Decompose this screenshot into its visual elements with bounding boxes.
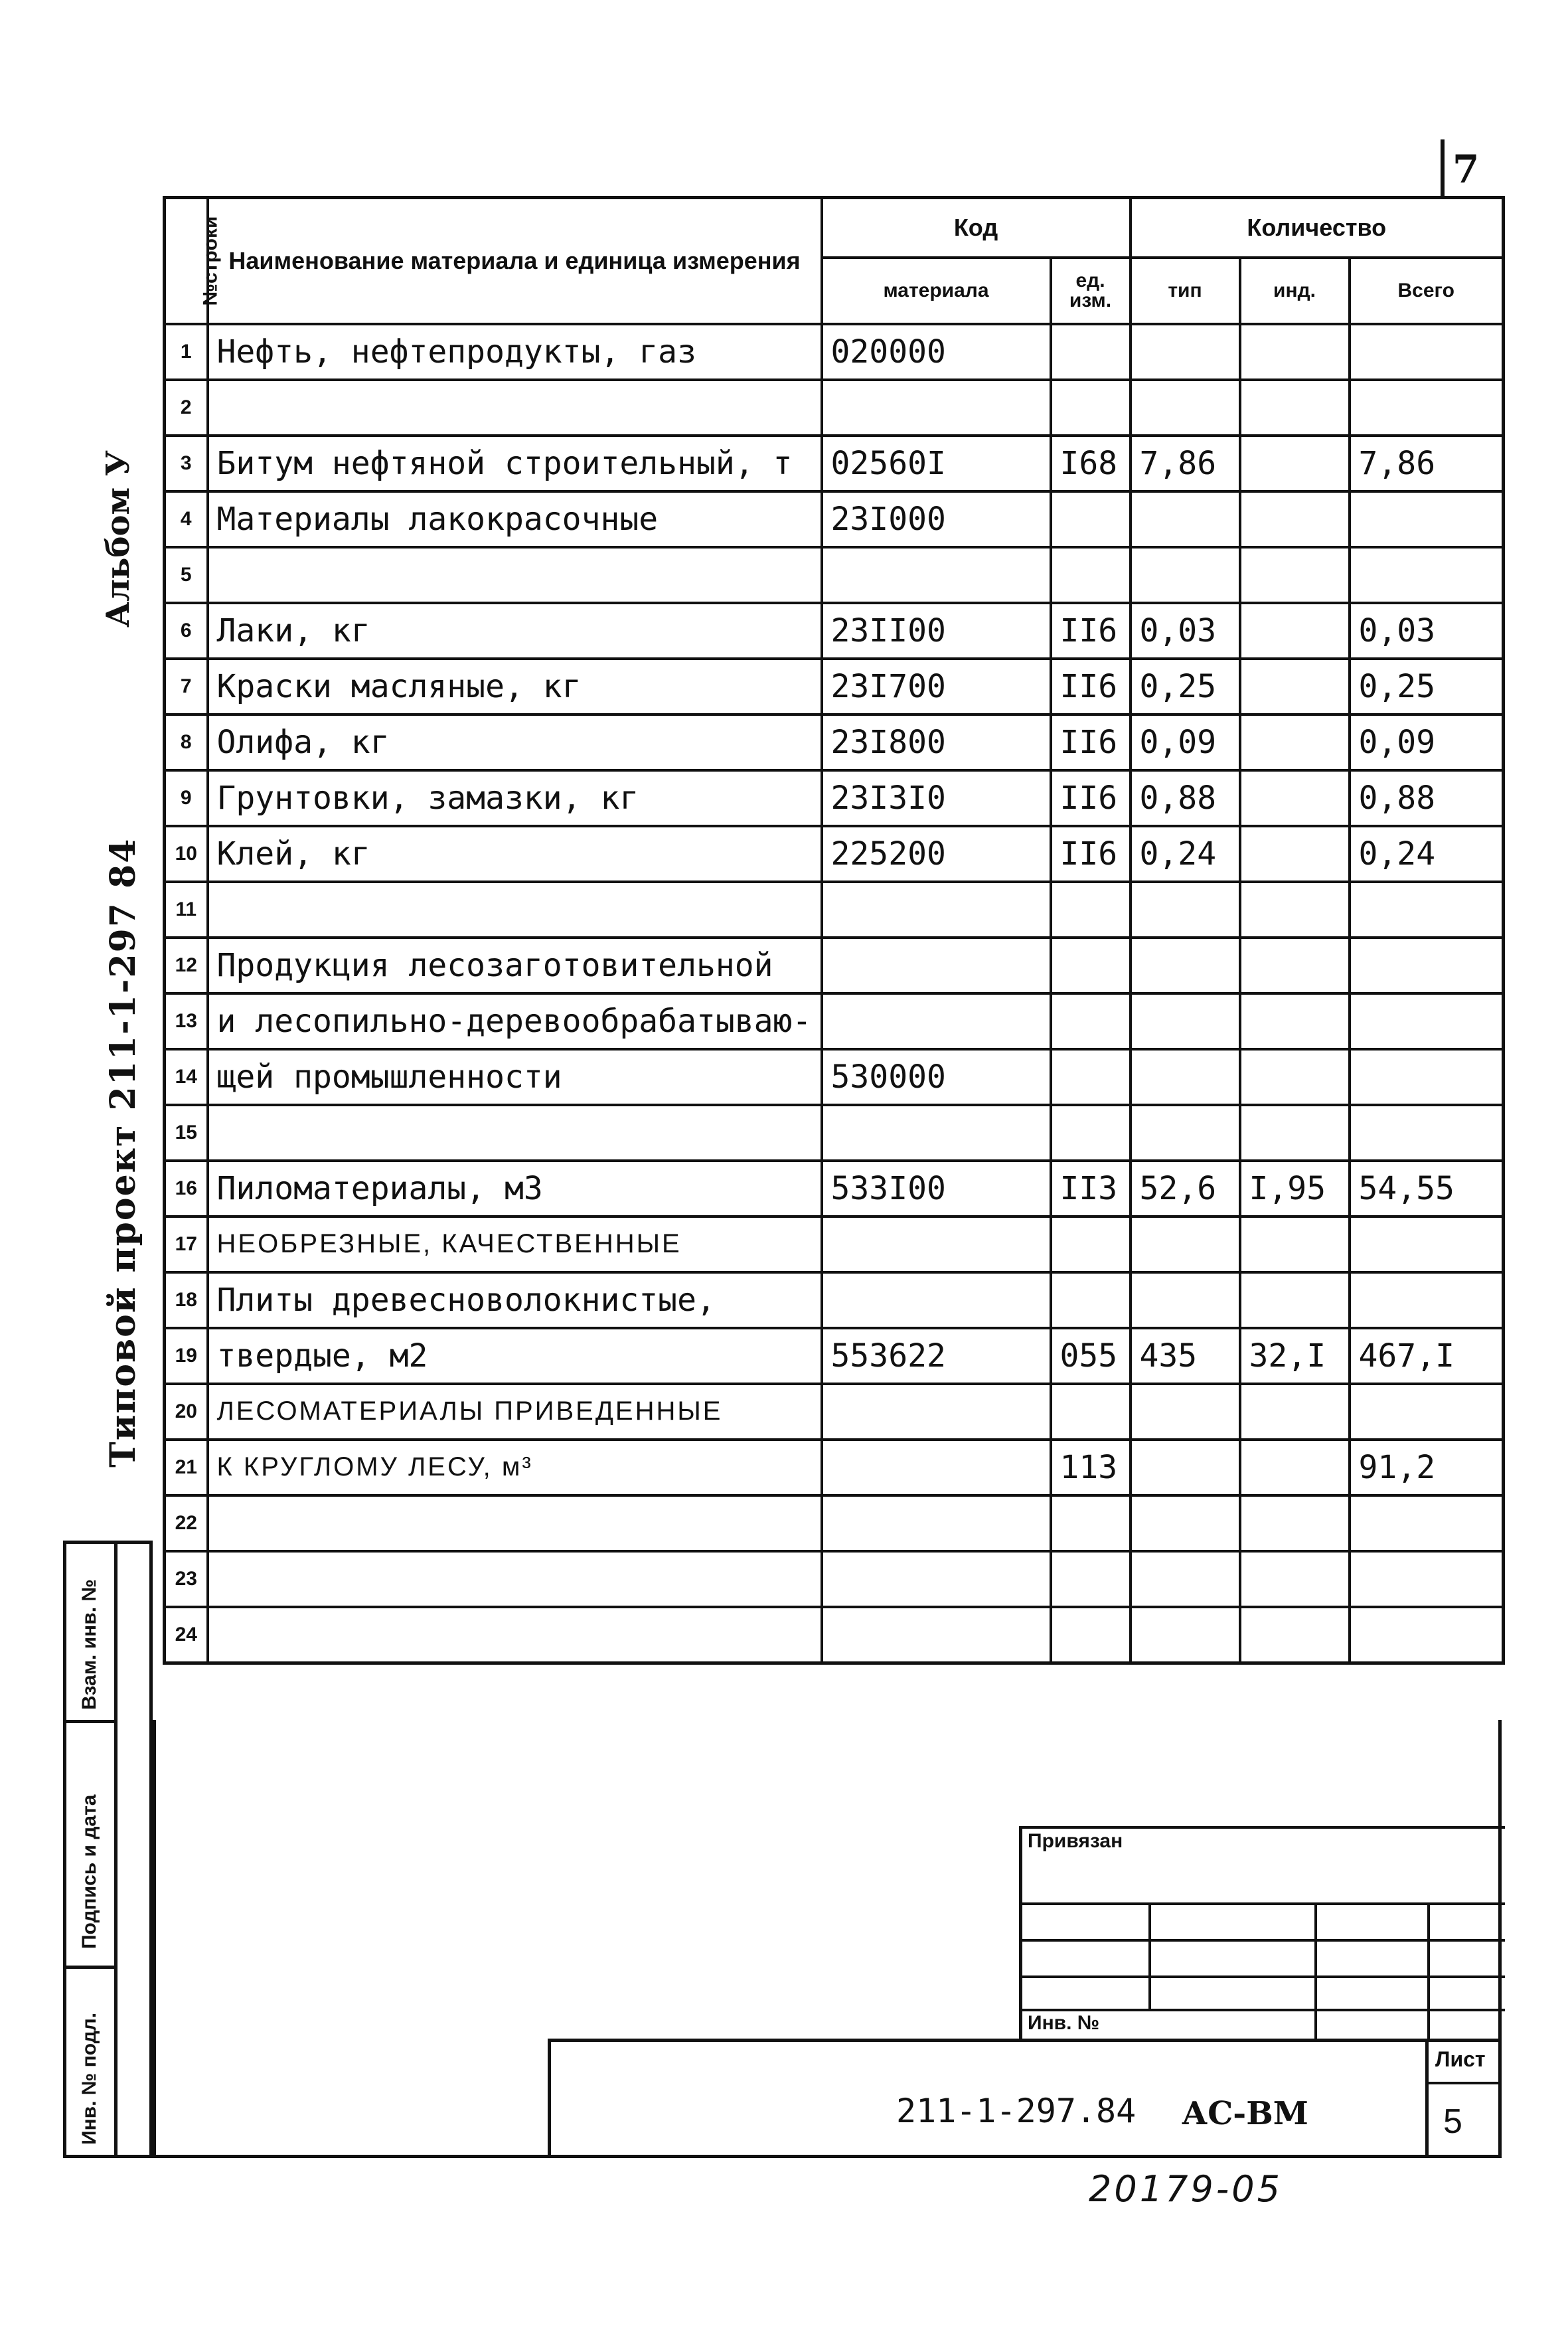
title-block	[548, 2039, 1502, 2158]
unit-code-cell	[1051, 993, 1131, 1049]
table-row	[165, 1607, 1504, 1663]
table-row	[165, 1217, 1504, 1272]
material-name-cell: Краски масляные, кг	[208, 659, 822, 714]
qty-ind-cell: 32,I	[1240, 1328, 1350, 1384]
table-row	[165, 1161, 1504, 1217]
table-row	[165, 993, 1504, 1049]
material-name-cell: щей промышленности	[208, 1049, 822, 1105]
row-number-cell: 17	[165, 1217, 208, 1272]
sheet-label: Лист	[1435, 2047, 1486, 2071]
qty-total-cell	[1350, 938, 1504, 993]
unit-code-cell	[1051, 1272, 1131, 1328]
qty-total-cell: 0,03	[1350, 603, 1504, 659]
left-stamp-strip	[63, 1541, 153, 2158]
sheet-box	[1425, 2042, 1502, 2155]
row-number-cell: 10	[165, 826, 208, 882]
qty-total-cell: 0,09	[1350, 714, 1504, 770]
qty-total-cell: 7,86	[1350, 436, 1504, 491]
qty-type-cell	[1131, 993, 1240, 1049]
material-name-cell: Плиты древесноволокнистые,	[208, 1272, 822, 1328]
row-number-cell: 18	[165, 1272, 208, 1328]
qty-total-cell: 0,88	[1350, 770, 1504, 826]
material-code-cell: 533I00	[822, 1161, 1051, 1217]
material-code-cell: 553622	[822, 1328, 1051, 1384]
unit-code-cell	[1051, 1384, 1131, 1440]
header-name: Наименование материала и единица измерения	[208, 198, 822, 324]
qty-ind-cell	[1240, 882, 1350, 938]
doc-mark: АС-ВМ	[1182, 2095, 1308, 2132]
row-number-cell: 13	[165, 993, 208, 1049]
qty-total-cell	[1350, 1384, 1504, 1440]
qty-type-cell	[1131, 491, 1240, 547]
qty-type-cell	[1131, 1607, 1240, 1663]
qty-ind-cell	[1240, 1440, 1350, 1495]
material-name-cell: и лесопильно-деревообрабатываю-	[208, 993, 822, 1049]
qty-ind-cell	[1240, 770, 1350, 826]
row-number-cell: 5	[165, 547, 208, 603]
qty-type-cell	[1131, 1551, 1240, 1607]
row-number-cell: 11	[165, 882, 208, 938]
table-row	[165, 603, 1504, 659]
qty-type-cell: 0,03	[1131, 603, 1240, 659]
unit-code-cell: 113	[1051, 1440, 1131, 1495]
row-number-cell: 8	[165, 714, 208, 770]
row-number-cell: 15	[165, 1105, 208, 1161]
qty-ind-cell	[1240, 1217, 1350, 1272]
row-number-cell: 22	[165, 1495, 208, 1551]
material-name-cell: Битум нефтяной строительный, т	[208, 436, 822, 491]
qty-type-cell	[1131, 882, 1240, 938]
unit-code-cell	[1051, 1495, 1131, 1551]
qty-type-cell	[1131, 938, 1240, 993]
material-code-cell	[822, 993, 1051, 1049]
material-code-cell: 225200	[822, 826, 1051, 882]
qty-total-cell	[1350, 1495, 1504, 1551]
header-qty-total: Всего	[1350, 258, 1504, 324]
unit-code-cell	[1051, 380, 1131, 436]
qty-total-cell: 54,55	[1350, 1161, 1504, 1217]
material-code-cell	[822, 1495, 1051, 1551]
qty-ind-cell	[1240, 324, 1350, 380]
unit-code-cell	[1051, 1217, 1131, 1272]
qty-type-cell	[1131, 1495, 1240, 1551]
material-code-cell: 23I700	[822, 659, 1051, 714]
material-code-cell: 02560I	[822, 436, 1051, 491]
row-number-cell: 14	[165, 1049, 208, 1105]
qty-type-cell	[1131, 324, 1240, 380]
qty-ind-cell	[1240, 1495, 1350, 1551]
material-code-cell	[822, 1105, 1051, 1161]
qty-type-cell	[1131, 1217, 1240, 1272]
row-number-cell: 7	[165, 659, 208, 714]
material-name-cell	[208, 1607, 822, 1663]
qty-total-cell	[1350, 882, 1504, 938]
table-row	[165, 826, 1504, 882]
qty-ind-cell	[1240, 659, 1350, 714]
material-name-cell: Нефть, нефтепродукты, газ	[208, 324, 822, 380]
qty-type-cell: 7,86	[1131, 436, 1240, 491]
table-row	[165, 547, 1504, 603]
qty-total-cell	[1350, 1272, 1504, 1328]
qty-ind-cell	[1240, 491, 1350, 547]
qty-ind-cell	[1240, 436, 1350, 491]
table-row	[165, 324, 1504, 380]
row-number-cell: 2	[165, 380, 208, 436]
material-code-cell	[822, 1607, 1051, 1663]
table-row	[165, 491, 1504, 547]
row-number-cell: 21	[165, 1440, 208, 1495]
header-quantity: Количество	[1131, 198, 1504, 258]
unit-code-cell: 055	[1051, 1328, 1131, 1384]
qty-type-cell	[1131, 1440, 1240, 1495]
unit-code-cell	[1051, 938, 1131, 993]
material-code-cell	[822, 1551, 1051, 1607]
qty-ind-cell	[1240, 1384, 1350, 1440]
binding-stamp	[1019, 1826, 1505, 2039]
table-row	[165, 770, 1504, 826]
unit-code-cell: II3	[1051, 1161, 1131, 1217]
qty-type-cell	[1131, 1105, 1240, 1161]
material-name-cell	[208, 882, 822, 938]
qty-total-cell	[1350, 1551, 1504, 1607]
inv-podl-cell	[66, 1969, 114, 2158]
unit-code-cell	[1051, 547, 1131, 603]
header-qty-type: тип	[1131, 258, 1240, 324]
material-code-cell	[822, 1272, 1051, 1328]
material-name-cell	[208, 1551, 822, 1607]
qty-type-cell: 0,25	[1131, 659, 1240, 714]
qty-total-cell: 0,24	[1350, 826, 1504, 882]
row-number-cell: 4	[165, 491, 208, 547]
row-number-cell: 19	[165, 1328, 208, 1384]
unit-code-cell: II6	[1051, 770, 1131, 826]
qty-type-cell	[1131, 1272, 1240, 1328]
table-row	[165, 938, 1504, 993]
qty-type-cell	[1131, 547, 1240, 603]
material-name-cell: твердые, м2	[208, 1328, 822, 1384]
qty-ind-cell	[1240, 1607, 1350, 1663]
unit-code-cell	[1051, 491, 1131, 547]
row-number-cell: 20	[165, 1384, 208, 1440]
row-number-cell: 23	[165, 1551, 208, 1607]
material-code-cell	[822, 1384, 1051, 1440]
archive-number: 20179-05	[1089, 2168, 1283, 2210]
sheet-number: 5	[1443, 2102, 1462, 2141]
material-name-cell	[208, 547, 822, 603]
qty-total-cell	[1350, 324, 1504, 380]
album-label: Альбом У	[100, 450, 137, 628]
qty-total-cell: 0,25	[1350, 659, 1504, 714]
table-row	[165, 380, 1504, 436]
unit-code-cell: II6	[1051, 603, 1131, 659]
qty-type-cell: 52,6	[1131, 1161, 1240, 1217]
inv-podl-label: Инв. № подл.	[78, 2012, 100, 2145]
qty-type-cell	[1131, 1049, 1240, 1105]
qty-ind-cell	[1240, 547, 1350, 603]
material-name-cell: Материалы лакокрасочные	[208, 491, 822, 547]
material-name-cell: Олифа, кг	[208, 714, 822, 770]
qty-ind-cell	[1240, 938, 1350, 993]
table-row	[165, 1049, 1504, 1105]
inv-no-label: Инв. №	[1028, 2012, 1100, 2034]
page-number: 7	[1441, 139, 1479, 199]
qty-total-cell: 467,I	[1350, 1328, 1504, 1384]
qty-total-cell	[1350, 993, 1504, 1049]
header-qty-ind: инд.	[1240, 258, 1350, 324]
row-number-cell: 3	[165, 436, 208, 491]
table-row	[165, 1272, 1504, 1328]
qty-type-cell	[1131, 380, 1240, 436]
table-row	[165, 659, 1504, 714]
row-number-cell: 9	[165, 770, 208, 826]
qty-type-cell: 0,88	[1131, 770, 1240, 826]
qty-total-cell	[1350, 1049, 1504, 1105]
material-name-cell: ЛЕСОМАТЕРИАЛЫ ПРИВЕДЕННЫЕ	[208, 1384, 822, 1440]
header-code-unit: ед. изм.	[1051, 258, 1131, 324]
material-code-cell	[822, 547, 1051, 603]
material-code-cell	[822, 938, 1051, 993]
qty-type-cell: 0,09	[1131, 714, 1240, 770]
privyazan-label: Привязан	[1028, 1830, 1123, 1852]
material-code-cell: 23I3I0	[822, 770, 1051, 826]
qty-type-cell	[1131, 1384, 1240, 1440]
table-row	[165, 882, 1504, 938]
qty-total-cell	[1350, 380, 1504, 436]
unit-code-cell: I68	[1051, 436, 1131, 491]
unit-code-cell	[1051, 1607, 1131, 1663]
table-row	[165, 1551, 1504, 1607]
unit-code-cell	[1051, 1049, 1131, 1105]
row-number-cell: 6	[165, 603, 208, 659]
material-code-cell	[822, 1440, 1051, 1495]
qty-total-cell	[1350, 547, 1504, 603]
unit-code-cell	[1051, 324, 1131, 380]
material-name-cell	[208, 380, 822, 436]
material-name-cell: Продукция лесозаготовительной	[208, 938, 822, 993]
vzam-cell	[66, 1544, 114, 1723]
qty-type-cell: 435	[1131, 1328, 1240, 1384]
material-code-cell	[822, 380, 1051, 436]
material-name-cell: НЕОБРЕЗНЫЕ, КАЧЕСТВЕННЫЕ	[208, 1217, 822, 1272]
qty-ind-cell	[1240, 1105, 1350, 1161]
material-code-cell: 23I000	[822, 491, 1051, 547]
qty-ind-cell: I,95	[1240, 1161, 1350, 1217]
material-code-cell	[822, 1217, 1051, 1272]
material-name-cell	[208, 1105, 822, 1161]
qty-total-cell	[1350, 1217, 1504, 1272]
qty-ind-cell	[1240, 380, 1350, 436]
unit-code-cell: II6	[1051, 714, 1131, 770]
table-row	[165, 1440, 1504, 1495]
material-name-cell: Грунтовки, замазки, кг	[208, 770, 822, 826]
material-code-cell	[822, 882, 1051, 938]
table-row	[165, 1328, 1504, 1384]
unit-code-cell	[1051, 1105, 1131, 1161]
qty-ind-cell	[1240, 714, 1350, 770]
qty-total-cell	[1350, 1607, 1504, 1663]
qty-ind-cell	[1240, 1049, 1350, 1105]
qty-total-cell: 91,2	[1350, 1440, 1504, 1495]
podpis-label: Подпись и дата	[78, 1794, 100, 1949]
material-code-cell: 020000	[822, 324, 1051, 380]
qty-ind-cell	[1240, 1551, 1350, 1607]
material-code-cell: 23II00	[822, 603, 1051, 659]
doc-code: 211-1-297.84	[896, 2092, 1137, 2130]
row-number-cell: 12	[165, 938, 208, 993]
podpis-cell	[66, 1723, 114, 1969]
material-name-cell: Клей, кг	[208, 826, 822, 882]
material-name-cell	[208, 1495, 822, 1551]
table-row	[165, 714, 1504, 770]
project-label: Типовой проект 211-1-297 84	[103, 837, 143, 1468]
unit-code-cell: II6	[1051, 659, 1131, 714]
header-row-no: №строки	[165, 198, 208, 324]
table-row	[165, 1495, 1504, 1551]
material-code-cell: 530000	[822, 1049, 1051, 1105]
table-row	[165, 1105, 1504, 1161]
header-code: Код	[822, 198, 1131, 258]
material-name-cell: Лаки, кг	[208, 603, 822, 659]
materials-table	[163, 196, 1505, 1665]
material-code-cell: 23I800	[822, 714, 1051, 770]
table-row	[165, 436, 1504, 491]
qty-ind-cell	[1240, 1272, 1350, 1328]
row-number-cell: 16	[165, 1161, 208, 1217]
unit-code-cell: II6	[1051, 826, 1131, 882]
qty-type-cell: 0,24	[1131, 826, 1240, 882]
vzam-label: Взам. инв. №	[78, 1579, 100, 1710]
row-number-cell: 1	[165, 324, 208, 380]
header-code-material: материала	[822, 258, 1051, 324]
qty-ind-cell	[1240, 603, 1350, 659]
qty-total-cell	[1350, 1105, 1504, 1161]
row-number-cell: 24	[165, 1607, 208, 1663]
table-row	[165, 1384, 1504, 1440]
qty-total-cell	[1350, 491, 1504, 547]
material-name-cell: К КРУГЛОМУ ЛЕСУ, м³	[208, 1440, 822, 1495]
unit-code-cell	[1051, 882, 1131, 938]
material-name-cell: Пиломатериалы, м3	[208, 1161, 822, 1217]
qty-ind-cell	[1240, 826, 1350, 882]
unit-code-cell	[1051, 1551, 1131, 1607]
qty-ind-cell	[1240, 993, 1350, 1049]
